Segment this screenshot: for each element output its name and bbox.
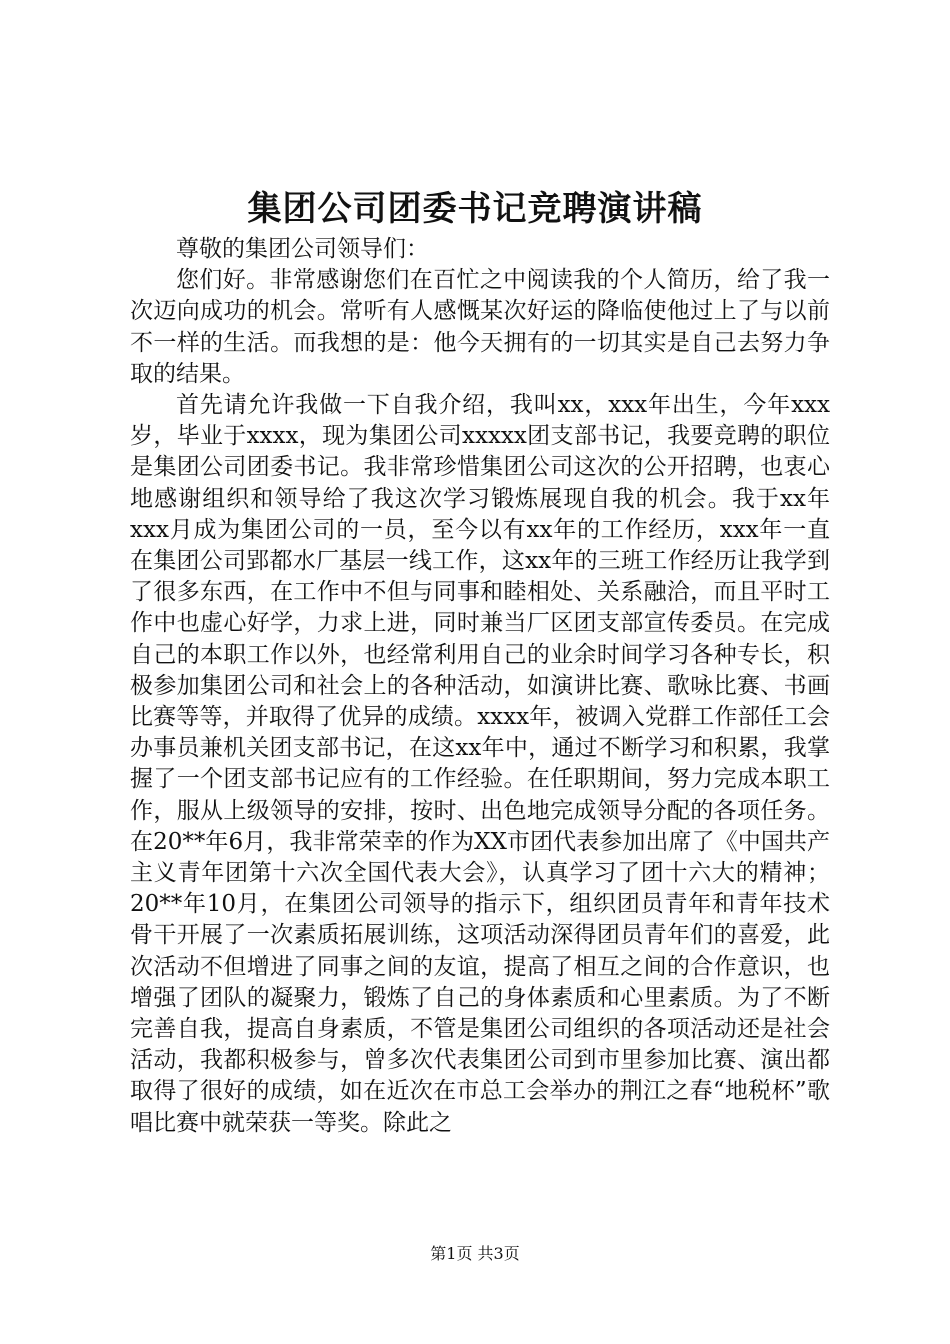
introduction-paragraph: 首先请允许我做一下自我介绍，我叫xx，xxx年出生，今年xxx岁，毕业于xxxx，现为集团公司xxxxx团支部书记，我要竞聘的职位是集团公司团委书记。我非常珍惜集团公司这次的公开招聘，也衷心地感谢组织和领导给了我这次学习锻炼展现自我的机会。我于xx年xxx月成为集团公司的一员，至今以有xx年的工作经历，xxx年一直在集团公司郢都水厂基层一线工作，这xx年的三班工作经历让我学到了很多东西，在工作中不但与同事和睦相处、关系融洽，而且平时工作中也虚心好学，力求上进，同时兼当厂区团支部宣传委员。在完成自己的本职工作以外，也经常利用自己的业余时间学习各种专长，积极参加集团公司和社会上的各种活动，如演讲比赛、歌咏比赛、书画比赛等等，并取得了优异的成绩。xxxx年，被调入党群工作部任工会办事员兼机关团支部书记，在这xx年中，通过不断学习和积累，我掌握了一个团支部书记应有的工作经验。在任职期间，努力完成本职工作，服从上级领导的安排，按时、出色地完成领导分配的各项任务。在20**年6月，我非常荣幸的作为XX市团代表参加出席了《中国共产主义青年团第十六次全国代表大会》，认真学习了团十六大的精神；20**年10月，在集团公司领导的指示下，组织团员青年和青年技术骨干开展了一次素质拓展训练，这项活动深得团员青年们的喜爱，此次活动不但增进了同事之间的友谊，提高了相互之间的合作意识，也增强了团队的凝聚力，锻炼了自己的身体素质和心里素质。为了不断完善自我，提高自身素质，不管是集团公司组织的各项活动还是社会活动，我都积极参与，曾多次代表集团公司到市里参加比赛、演出都取得了很好的成绩，如在近次在市总工会举办的荆江之春“地税杯”歌唱比赛中就荣获一等奖。除此之: [130, 392, 830, 1136]
salutation-paragraph: 尊敬的集团公司领导们：: [176, 236, 429, 262]
document-title: 集团公司团委书记竞聘演讲稿: [247, 189, 703, 229]
greeting-paragraph: 您们好。非常感谢您们在百忙之中阅读我的个人简历，给了我一次迈向成功的机会。常听有人感慨某次好运的降临使他过上了与以前不一样的生活。而我想的是：他今天拥有的一切其实是自己去努力争取的结果。: [130, 267, 830, 387]
page-number-footer: 第1页 共3页: [430, 1244, 520, 1263]
document-body: [130, 234, 830, 1139]
